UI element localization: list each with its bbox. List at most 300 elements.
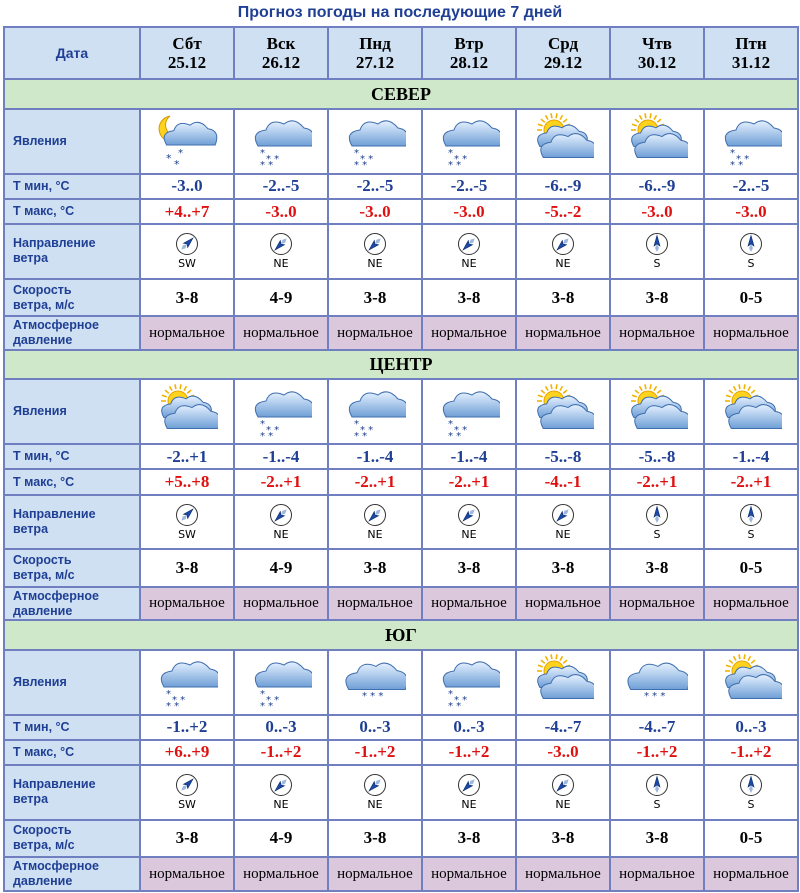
tmax-value: +6..+9 — [141, 741, 233, 764]
svg-text:* *: * * — [172, 695, 186, 707]
wind-speed-label-text-2: ветра, м/с — [13, 297, 75, 312]
pressure-value: нормальное — [517, 858, 609, 890]
compass-icon — [739, 232, 763, 256]
weather-cell — [329, 380, 421, 443]
pressure-value: нормальное — [329, 588, 421, 620]
wind-direction-row — [5, 225, 797, 278]
day-of-week: Сбт — [172, 34, 202, 54]
day-of-week: Птн — [735, 34, 767, 54]
weather-cell — [705, 110, 797, 173]
svg-text:*: * — [260, 418, 265, 430]
tmin-row — [5, 716, 797, 739]
wind-direction-cell — [141, 225, 233, 278]
day-date: 28.12 — [449, 53, 489, 73]
wind-speed-value: 3-8 — [611, 280, 703, 316]
wind-speed-value: 3-8 — [141, 280, 233, 316]
svg-text:* *: * * — [260, 160, 274, 171]
sun-cloud-icon — [705, 653, 797, 711]
tmax-label — [5, 741, 139, 764]
tmin-value: -1..-4 — [235, 445, 327, 468]
svg-text:*: * — [260, 689, 265, 701]
day-date: 31.12 — [731, 53, 771, 73]
tmin-label — [5, 716, 139, 739]
svg-text:*: * — [174, 158, 180, 171]
tmax-row — [5, 470, 797, 493]
day-of-week: Втр — [454, 34, 484, 54]
wind-direction-cell — [329, 225, 421, 278]
pressure-value: нормальное — [517, 317, 609, 349]
svg-text:* *: * * — [266, 695, 280, 707]
sun-cloud-icon — [517, 653, 609, 711]
tmax-value: -5..-2 — [517, 200, 609, 223]
pressure-row — [5, 588, 797, 620]
weather-cell — [705, 651, 797, 714]
tmax-value: -3..0 — [423, 200, 515, 223]
pressure-label — [5, 588, 139, 620]
moon-cloud-snow-icon — [141, 112, 233, 170]
wind-direction-cell — [611, 496, 703, 549]
wind-speed-label — [5, 821, 139, 857]
compass-icon — [363, 773, 387, 797]
weather-cell — [611, 380, 703, 443]
phenomena-label — [5, 110, 139, 173]
weather-cell — [235, 110, 327, 173]
wind-direction-cell — [423, 766, 515, 819]
wind-speed-value: 4-9 — [235, 821, 327, 857]
tmax-value: -2..+1 — [705, 470, 797, 493]
phenomena-row — [5, 651, 797, 714]
tmax-value: -1..+2 — [611, 741, 703, 764]
region-name: ЮГ — [5, 621, 797, 648]
day-date: 26.12 — [261, 53, 301, 73]
svg-text:* *: * * — [360, 424, 374, 436]
wind-direction-cell — [141, 766, 233, 819]
day-date: 29.12 — [543, 53, 583, 73]
pressure-value: нормальное — [611, 858, 703, 890]
pressure-label-text: Атмосферное — [13, 859, 99, 874]
sun-cloud-icon — [141, 383, 233, 441]
day-of-week: Пнд — [359, 34, 391, 54]
pressure-value: нормальное — [705, 858, 797, 890]
wind-speed-value: 3-8 — [423, 280, 515, 316]
forecast-table — [3, 26, 799, 892]
wind-speed-value: 3-8 — [517, 550, 609, 586]
wind-direction-cell — [235, 225, 327, 278]
wind-direction-cell — [141, 496, 233, 549]
tmin-value: -6..-9 — [611, 175, 703, 198]
wind-speed-row — [5, 550, 797, 586]
compass-icon — [739, 773, 763, 797]
tmin-label — [5, 445, 139, 468]
tmax-label-text: Т макс, °С — [13, 204, 75, 219]
cloud-light-snow-icon — [329, 653, 421, 711]
tmin-value: -1..-4 — [423, 445, 515, 468]
svg-text:*: * — [730, 148, 735, 160]
compass-icon — [175, 232, 199, 256]
tmin-row — [5, 445, 797, 468]
wind-speed-label — [5, 280, 139, 316]
phenomena-label — [5, 380, 139, 443]
region-header-row — [5, 80, 797, 107]
wind-speed-label-text: Скорость — [13, 282, 72, 297]
weather-cell — [141, 380, 233, 443]
tmax-value: -1..+2 — [423, 741, 515, 764]
compass-icon — [551, 232, 575, 256]
day-of-week: Вск — [266, 34, 296, 54]
weather-cell — [517, 380, 609, 443]
svg-text:* *: * * — [448, 160, 462, 171]
day-header — [423, 28, 515, 78]
compass-icon — [645, 232, 669, 256]
phenomena-label-text: Явления — [13, 404, 67, 419]
weather-cell — [141, 651, 233, 714]
wind-direction-cell — [517, 766, 609, 819]
tmax-label-text: Т макс, °С — [13, 744, 75, 759]
tmin-value: -1..-4 — [705, 445, 797, 468]
svg-text:* *: * * — [736, 154, 750, 166]
pressure-label — [5, 858, 139, 890]
tmin-value: 0..-3 — [423, 716, 515, 739]
weather-cell — [611, 651, 703, 714]
wind-speed-value: 3-8 — [141, 821, 233, 857]
wind-direction-value: SW — [178, 798, 196, 812]
wind-direction-cell — [329, 766, 421, 819]
tmin-value: -6..-9 — [517, 175, 609, 198]
sun-cloud-icon — [611, 383, 703, 441]
date-header: Дата — [5, 28, 139, 78]
pressure-value: нормальное — [329, 317, 421, 349]
svg-text:*: * — [354, 148, 359, 160]
tmax-value: -1..+2 — [329, 741, 421, 764]
cloud-snow-icon — [235, 383, 327, 441]
wind-speed-value: 0-5 — [705, 550, 797, 586]
svg-text:*: * — [448, 418, 453, 430]
wind-speed-value: 3-8 — [329, 550, 421, 586]
wind-direction-value: S — [653, 798, 661, 812]
svg-text:* *: * * — [360, 154, 374, 166]
weather-cell — [235, 651, 327, 714]
svg-text:* *: * * — [166, 701, 180, 712]
compass-icon — [363, 232, 387, 256]
wind-speed-label-text: Скорость — [13, 823, 72, 838]
cloud-snow-icon — [141, 653, 233, 711]
cloud-snow-icon — [235, 653, 327, 711]
wind-direction-label-text-2: ветра — [13, 251, 49, 266]
wind-direction-value: NE — [461, 527, 477, 541]
pressure-value: нормальное — [705, 317, 797, 349]
compass-icon — [269, 232, 293, 256]
tmin-label-text: Т мин, °С — [13, 178, 70, 193]
wind-speed-value: 3-8 — [611, 550, 703, 586]
wind-direction-label-text: Направление — [13, 777, 96, 792]
wind-speed-value: 0-5 — [705, 821, 797, 857]
tmin-value: -2..-5 — [329, 175, 421, 198]
phenomena-label-text: Явления — [13, 674, 67, 689]
region-name: СЕВЕР — [5, 80, 797, 107]
sun-cloud-icon — [517, 112, 609, 170]
day-date: 25.12 — [167, 53, 207, 73]
weather-cell — [329, 110, 421, 173]
wind-speed-row — [5, 280, 797, 316]
wind-speed-value: 3-8 — [423, 550, 515, 586]
day-date: 30.12 — [637, 53, 677, 73]
wind-direction-label-text-2: ветра — [13, 792, 49, 807]
tmin-label-text: Т мин, °С — [13, 449, 70, 464]
wind-direction-value: NE — [367, 798, 383, 812]
pressure-label-text: Атмосферное — [13, 318, 99, 333]
phenomena-row — [5, 380, 797, 443]
tmin-value: -1..-4 — [329, 445, 421, 468]
weather-cell — [235, 380, 327, 443]
day-of-week: Чтв — [641, 34, 672, 54]
tmin-value: 0..-3 — [705, 716, 797, 739]
wind-direction-value: NE — [555, 527, 571, 541]
wind-speed-value: 4-9 — [235, 280, 327, 316]
tmin-label — [5, 175, 139, 198]
compass-icon — [551, 503, 575, 527]
svg-text:* *: * * — [354, 160, 368, 171]
wind-direction-row — [5, 496, 797, 549]
weather-cell — [517, 651, 609, 714]
wind-direction-value: NE — [273, 527, 289, 541]
pressure-value: нормальное — [423, 317, 515, 349]
tmax-value: +4..+7 — [141, 200, 233, 223]
cloud-snow-icon — [423, 112, 515, 170]
sun-cloud-icon — [517, 383, 609, 441]
svg-text:* *: * * — [454, 424, 468, 436]
wind-speed-value: 4-9 — [235, 550, 327, 586]
wind-direction-value: S — [747, 257, 755, 271]
wind-speed-value: 3-8 — [611, 821, 703, 857]
tmax-value: -2..+1 — [235, 470, 327, 493]
tmax-value: -1..+2 — [705, 741, 797, 764]
pressure-label-text-2: давление — [13, 333, 73, 348]
sun-cloud-icon — [705, 383, 797, 441]
day-header — [517, 28, 609, 78]
svg-text:*: * — [166, 689, 171, 701]
compass-icon — [269, 773, 293, 797]
day-date: 27.12 — [355, 53, 395, 73]
pressure-value: нормальное — [329, 858, 421, 890]
wind-direction-value: NE — [273, 257, 289, 271]
weather-cell — [611, 110, 703, 173]
tmin-value: -3..0 — [141, 175, 233, 198]
svg-text:* *: * * — [454, 695, 468, 707]
svg-text:*: * — [354, 418, 359, 430]
tmax-label-text: Т макс, °С — [13, 474, 75, 489]
header-row — [5, 28, 797, 78]
tmin-value: -2..-5 — [705, 175, 797, 198]
wind-direction-row — [5, 766, 797, 819]
wind-speed-label-text: Скорость — [13, 552, 72, 567]
wind-direction-cell — [423, 225, 515, 278]
wind-direction-value: S — [653, 527, 661, 541]
wind-direction-label-text: Направление — [13, 236, 96, 251]
pressure-value: нормальное — [141, 317, 233, 349]
wind-direction-cell — [517, 496, 609, 549]
phenomena-label-text: Явления — [13, 133, 67, 148]
wind-speed-value: 3-8 — [423, 821, 515, 857]
tmax-value: -3..0 — [235, 200, 327, 223]
wind-speed-label — [5, 550, 139, 586]
wind-speed-value: 3-8 — [141, 550, 233, 586]
wind-direction-label — [5, 496, 139, 549]
weather-cell — [517, 110, 609, 173]
pressure-value: нормальное — [517, 588, 609, 620]
weather-cell — [423, 110, 515, 173]
wind-direction-cell — [235, 496, 327, 549]
wind-speed-value: 3-8 — [329, 280, 421, 316]
tmax-value: -2..+1 — [329, 470, 421, 493]
tmax-row — [5, 741, 797, 764]
compass-icon — [269, 503, 293, 527]
compass-icon — [175, 503, 199, 527]
region-header-row — [5, 351, 797, 378]
weather-cell — [329, 651, 421, 714]
wind-direction-cell — [611, 766, 703, 819]
pressure-value: нормальное — [705, 588, 797, 620]
compass-icon — [457, 773, 481, 797]
tmin-value: -2..+1 — [141, 445, 233, 468]
svg-text:*: * — [448, 148, 453, 160]
wind-direction-label — [5, 766, 139, 819]
svg-text:* *: * * — [454, 154, 468, 166]
compass-icon — [175, 773, 199, 797]
svg-text:* * *: * * * — [362, 691, 384, 703]
compass-icon — [457, 503, 481, 527]
wind-speed-value: 3-8 — [517, 821, 609, 857]
pressure-label-text-2: давление — [13, 874, 73, 889]
region-name: ЦЕНТР — [5, 351, 797, 378]
svg-text:* *: * * — [448, 701, 462, 712]
svg-text:* * *: * * * — [644, 691, 666, 703]
wind-direction-cell — [705, 225, 797, 278]
wind-speed-label-text-2: ветра, м/с — [13, 567, 75, 582]
svg-text:* *: * * — [354, 430, 368, 441]
tmax-value: -3..0 — [611, 200, 703, 223]
compass-icon — [739, 503, 763, 527]
tmax-label — [5, 470, 139, 493]
day-header — [705, 28, 797, 78]
svg-text:*: * — [178, 148, 183, 160]
wind-direction-value: SW — [178, 527, 196, 541]
svg-text:*: * — [166, 152, 172, 166]
tmax-value: -1..+2 — [235, 741, 327, 764]
pressure-value: нормальное — [611, 317, 703, 349]
tmax-value: -3..0 — [705, 200, 797, 223]
wind-direction-label-text-2: ветра — [13, 521, 49, 536]
svg-text:* *: * * — [266, 154, 280, 166]
cloud-snow-icon — [705, 112, 797, 170]
tmin-value: -2..-5 — [423, 175, 515, 198]
tmax-row — [5, 200, 797, 223]
wind-direction-value: NE — [367, 257, 383, 271]
pressure-value: нормальное — [141, 858, 233, 890]
day-header — [329, 28, 421, 78]
tmax-value: +5..+8 — [141, 470, 233, 493]
pressure-value: нормальное — [235, 858, 327, 890]
wind-direction-label — [5, 225, 139, 278]
wind-direction-value: S — [653, 257, 661, 271]
cloud-snow-icon — [423, 383, 515, 441]
tmax-value: -3..0 — [517, 741, 609, 764]
pressure-label-text: Атмосферное — [13, 588, 99, 603]
tmin-label-text: Т мин, °С — [13, 719, 70, 734]
svg-text:* *: * * — [260, 701, 274, 712]
cloud-snow-icon — [423, 653, 515, 711]
svg-text:* *: * * — [260, 430, 274, 441]
pressure-value: нормальное — [423, 858, 515, 890]
wind-direction-value: NE — [367, 527, 383, 541]
wind-direction-value: S — [747, 527, 755, 541]
weather-cell — [705, 380, 797, 443]
wind-speed-label-text-2: ветра, м/с — [13, 838, 75, 853]
wind-direction-value: SW — [178, 257, 196, 271]
compass-icon — [457, 232, 481, 256]
wind-direction-cell — [235, 766, 327, 819]
tmax-label — [5, 200, 139, 223]
wind-direction-cell — [423, 496, 515, 549]
tmin-value: -1..+2 — [141, 716, 233, 739]
day-of-week: Срд — [547, 34, 579, 54]
wind-speed-value: 0-5 — [705, 280, 797, 316]
wind-direction-cell — [611, 225, 703, 278]
wind-direction-value: NE — [461, 798, 477, 812]
cloud-light-snow-icon — [611, 653, 703, 711]
wind-direction-value: NE — [273, 798, 289, 812]
tmin-value: 0..-3 — [235, 716, 327, 739]
phenomena-row — [5, 110, 797, 173]
wind-direction-label-text: Направление — [13, 506, 96, 521]
tmin-value: -5..-8 — [517, 445, 609, 468]
weather-cell — [423, 651, 515, 714]
pressure-value: нормальное — [611, 588, 703, 620]
pressure-value: нормальное — [423, 588, 515, 620]
tmin-value: -4..-7 — [611, 716, 703, 739]
sun-cloud-icon — [611, 112, 703, 170]
wind-direction-cell — [705, 766, 797, 819]
compass-icon — [363, 503, 387, 527]
compass-icon — [551, 773, 575, 797]
wind-direction-value: NE — [461, 257, 477, 271]
tmin-value: 0..-3 — [329, 716, 421, 739]
svg-text:* *: * * — [266, 424, 280, 436]
svg-text:*: * — [448, 689, 453, 701]
compass-icon — [645, 773, 669, 797]
pressure-row — [5, 858, 797, 890]
cloud-snow-icon — [329, 112, 421, 170]
day-header — [611, 28, 703, 78]
svg-text:*: * — [260, 148, 265, 160]
pressure-value: нормальное — [235, 317, 327, 349]
tmax-value: -3..0 — [329, 200, 421, 223]
svg-text:* *: * * — [730, 160, 744, 171]
wind-direction-cell — [517, 225, 609, 278]
pressure-row — [5, 317, 797, 349]
pressure-label — [5, 317, 139, 349]
cloud-snow-icon — [235, 112, 327, 170]
svg-text:* *: * * — [448, 430, 462, 441]
cloud-snow-icon — [329, 383, 421, 441]
tmax-value: -2..+1 — [423, 470, 515, 493]
wind-speed-row — [5, 821, 797, 857]
wind-direction-value: NE — [555, 798, 571, 812]
wind-direction-value: S — [747, 798, 755, 812]
tmax-value: -2..+1 — [611, 470, 703, 493]
tmin-row — [5, 175, 797, 198]
wind-speed-value: 3-8 — [517, 280, 609, 316]
pressure-value: нормальное — [235, 588, 327, 620]
